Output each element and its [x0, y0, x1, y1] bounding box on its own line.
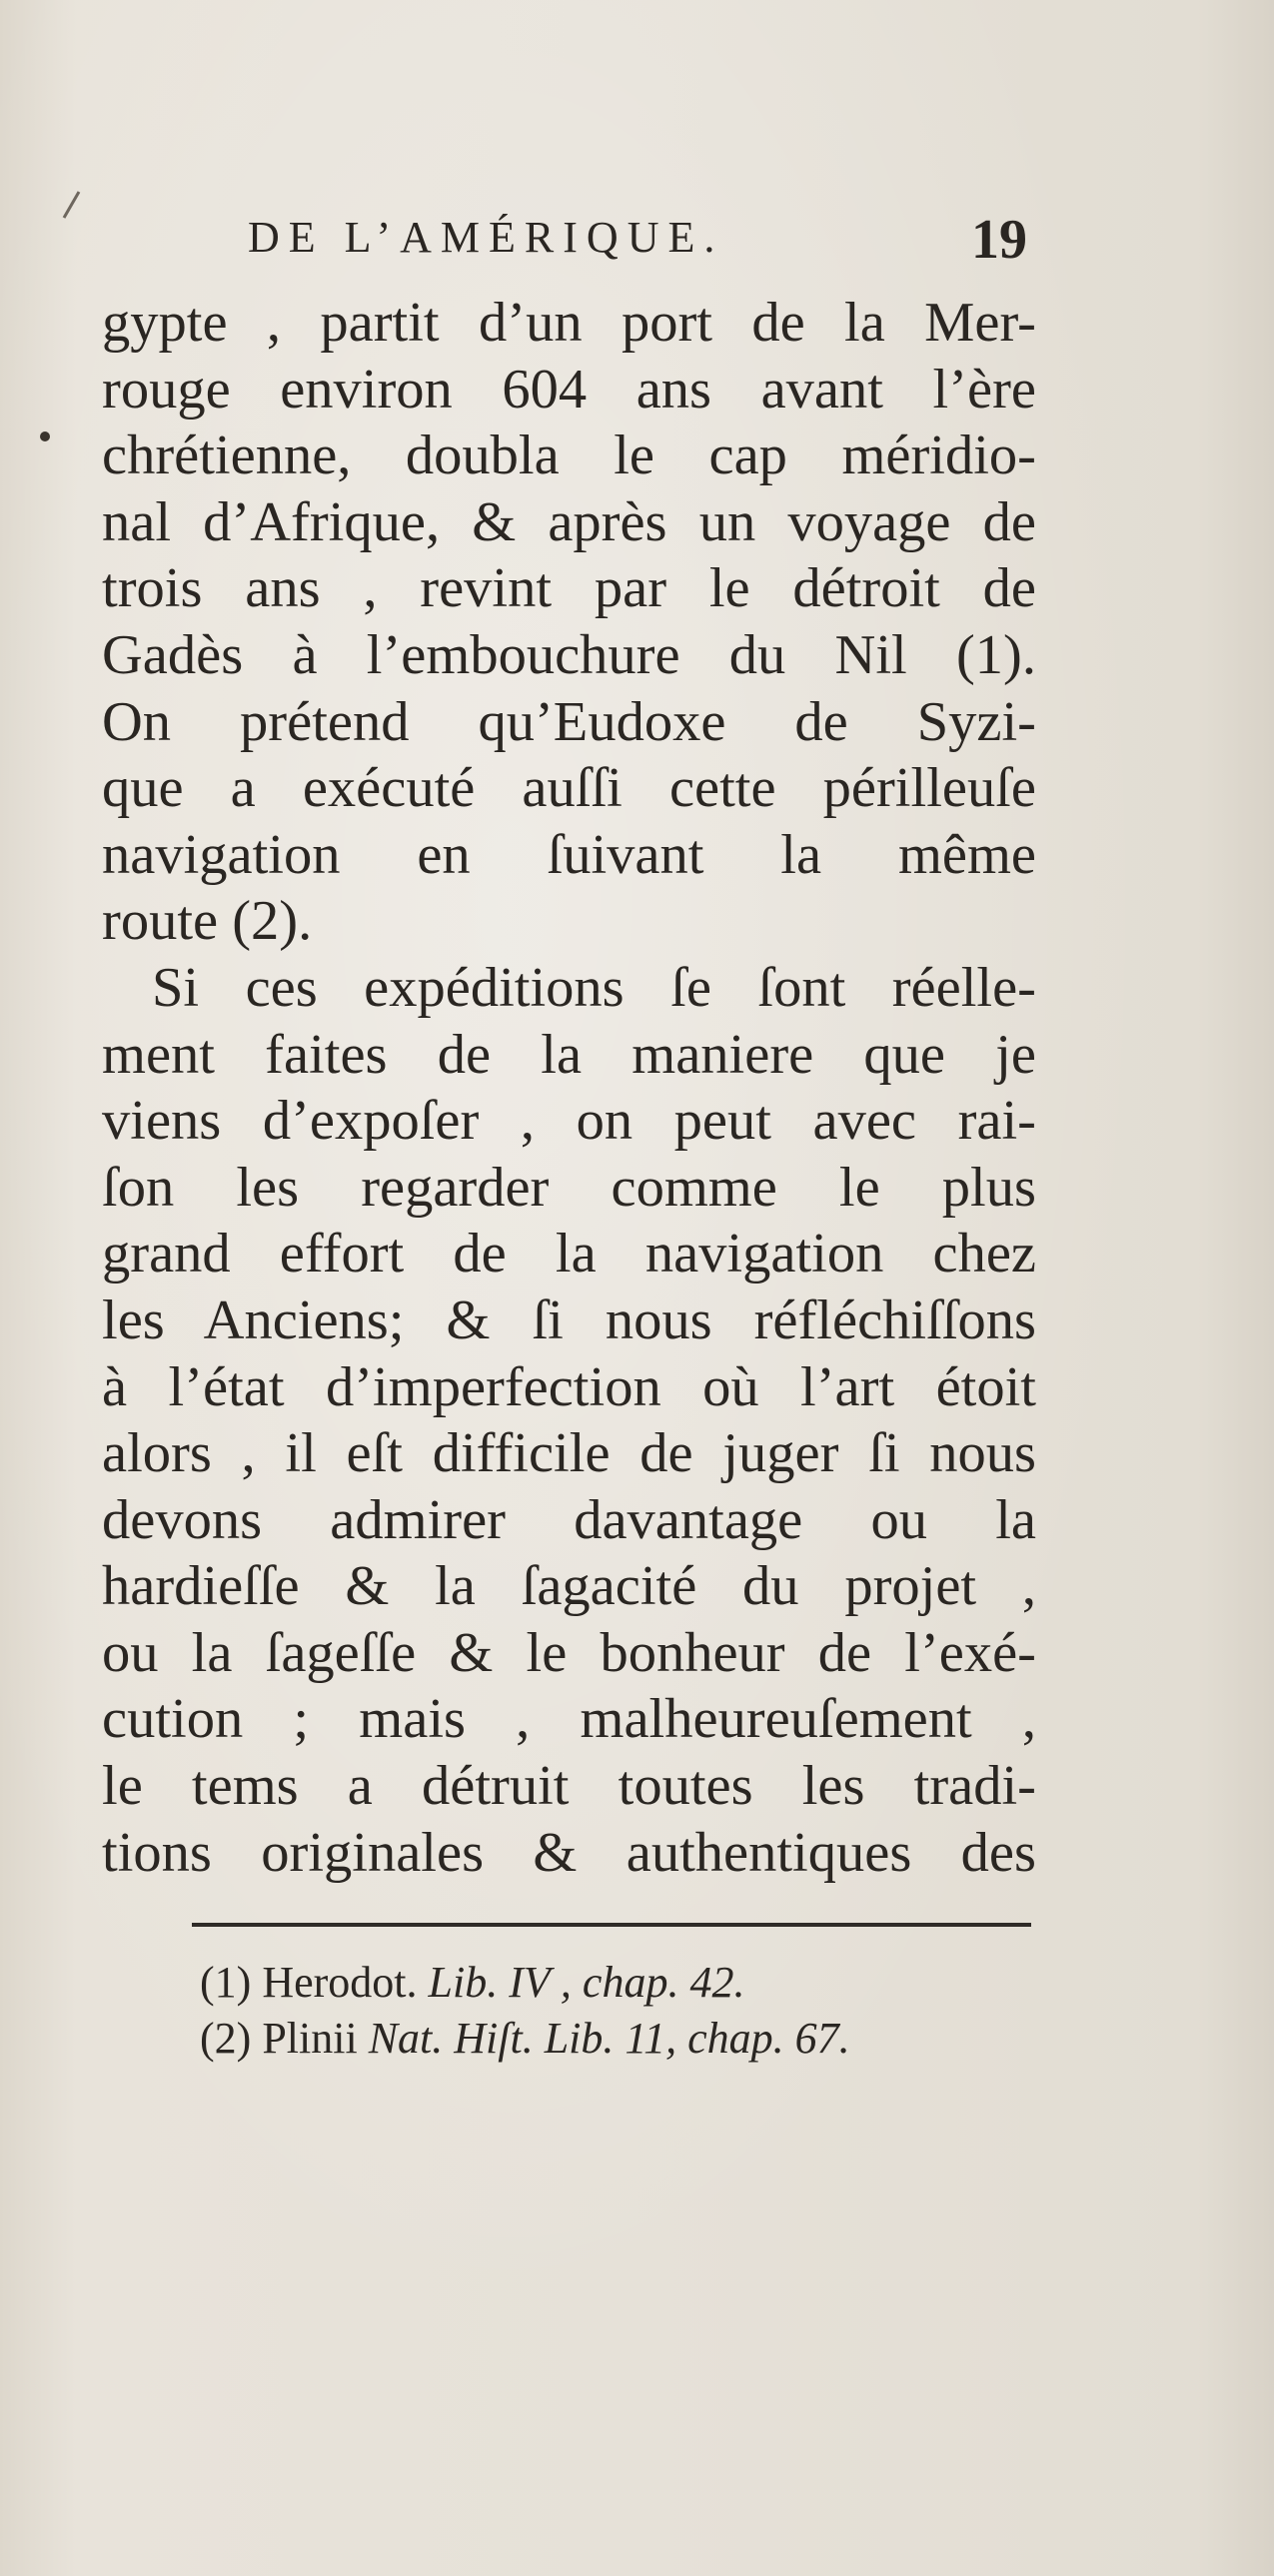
running-title: DE L’AMÉRIQUE. — [248, 213, 724, 262]
text-line: navigation en ſuivant la même — [102, 823, 1036, 886]
footnote-author: Herodot. — [262, 1958, 418, 2007]
text-line: On prétend qu’Eudoxe de Syzi- — [102, 690, 1036, 753]
margin-ink-dot — [40, 431, 50, 441]
footnotes — [200, 1955, 1039, 2067]
text-line: viens d’expoſer , on peut avec rai- — [102, 1090, 1036, 1153]
body-text — [102, 290, 1036, 1886]
text-line: que a exécuté auſſi cette périlleuſe — [102, 757, 1036, 820]
footnote-marker: (1) — [200, 1958, 252, 2007]
page-number: 19 — [971, 209, 1027, 271]
footnote-2 — [200, 2011, 1039, 2067]
paragraph-start-line: Si ces expéditions ſe ſont réelle- — [152, 956, 1036, 1019]
text-line: trois ans , revint par le détroit de — [102, 557, 1036, 620]
text-line: ou la ſageſſe & le bonheur de l’exé- — [102, 1621, 1036, 1684]
text-line: grand effort de la navigation chez — [102, 1223, 1036, 1286]
text-line: ment faites de la maniere que je — [102, 1023, 1036, 1086]
footnote-reference: Nat. Hiſt. Lib. 11, chap. 67. — [368, 2014, 850, 2063]
text-line: rouge environ 604 ans avant l’ère — [102, 358, 1036, 421]
text-line: route (2). — [102, 890, 313, 953]
text-line: chrétienne, doubla le cap méridio- — [102, 425, 1036, 487]
text-line: devons admirer davantage ou la — [102, 1488, 1036, 1551]
footnote-1 — [200, 1955, 1039, 2011]
text-line: cution ; mais , malheureuſement , — [102, 1688, 1036, 1751]
footnote-rule — [192, 1923, 1031, 1927]
footnote-marker: (2) — [200, 2014, 252, 2063]
text-line: nal d’Afrique, & après un voyage de — [102, 490, 1036, 553]
text-line: les Anciens; & ſi nous réfléchiſſons — [102, 1288, 1036, 1351]
text-line: hardieſſe & la ſagacité du projet , — [102, 1555, 1036, 1618]
text-line: à l’état d’imperfection où l’art étoit — [102, 1355, 1036, 1418]
text-line: ſon les regarder comme le plus — [102, 1156, 1036, 1219]
footnote-author: Plinii — [262, 2014, 358, 2063]
margin-stroke-mark — [63, 191, 81, 218]
footnote-reference: Lib. IV , chap. 42. — [428, 1958, 745, 2007]
text-line: Gadès à l’embouchure du Nil (1). — [102, 623, 1036, 686]
running-head — [248, 209, 1027, 282]
text-line: gypte , partit d’un port de la Mer- — [102, 292, 1036, 354]
text-line: alors , il eſt difficile de juger ſi nous — [102, 1422, 1036, 1485]
text-line: le tems a détruit toutes les tradi- — [102, 1755, 1036, 1818]
text-line: tions originales & authentiques des — [102, 1821, 1036, 1884]
